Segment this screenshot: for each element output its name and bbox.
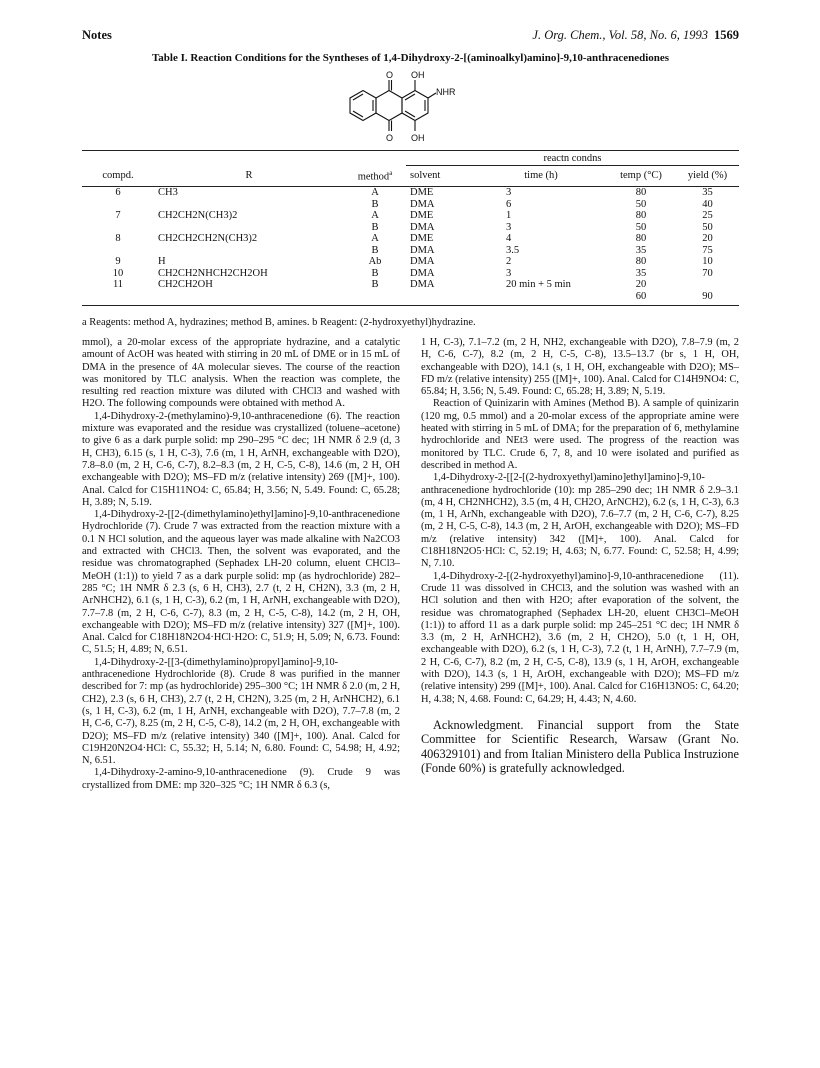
table-cell-yield: 50: [702, 221, 713, 233]
reaction-conditions-table: [82, 150, 739, 306]
table-row: [82, 199, 739, 211]
table-cell-temp: 80: [635, 256, 647, 267]
table-cell-yield: 70: [702, 267, 713, 279]
col-time: time (h): [476, 165, 606, 187]
table-cell-r: [154, 199, 344, 211]
table-cell-compd: 10: [112, 267, 124, 279]
table-cell-compd: [82, 199, 154, 211]
table-cell-method: B: [371, 221, 379, 233]
method-note: a: [389, 169, 393, 177]
table-cell-r: [154, 222, 344, 234]
col-method: method$^a$: [344, 165, 406, 187]
paragraph: 1,4-Dihydroxy-2-[[2-(dimethylamino)ethyl]amino]-9,10-anthracenedione Hydrochloride (7). Crude 7 was extracted from the reaction mixture with a 0.1 N HCl solution, and the aqueous layer was made alkaline with Na2CO3 and extracted with CHCl3. Then, the solvent was evaporated, and the residue was chromatographed (Sephadex LH-20 column, eluent CHCl3–MeOH (1:1)) to yield 7 as a dark purple solid: mp (as hydrochloride) 282–285 °C; 1H NMR δ 2.3 (s, 6 H, CH3), 2.7 (t, 2 H, CH2N), 3.3 (m, 2 H, ArNHCH2), 6.1 (s, 1 H, C-3), 6.2 (m, 1 H, ArNH, exchangeable with D2O), 7.7–7.8 (m, 2 H, C-6, C-7), 8.3 (m, 2 H, C-5, C-8), 14.2 (m, 2 H, OH, exchangeable with D2O); MS–FD m/z (relative intensity) 327 ([M]+, 100). Anal. Calcd for C18H18N2O4·HCl·H2O: C, 51.9; H, 5.09; N, 6.73. Found: C, 51.5; H, 4.89; N, 6.51.: [82, 509, 400, 656]
nhr-label: NHR: [436, 87, 456, 97]
page-number: 1569: [714, 28, 739, 42]
paragraph: mmol), a 20-molar excess of the appropriate hydrazine, and a catalytic amount of AcOH was heated with stirring in 20 mL of DME or in 15 mL of DMA in the presence of 4A molecular sieves. The course of the reaction was monitored by TLC analysis. When the reaction was complete, the resulting red reaction mixture was diluted with CHCl3 and washed with H2O. The following compounds were obtained with method A.: [82, 337, 400, 410]
journal-citation: [532, 28, 739, 43]
table-cell-yield: 35: [702, 187, 713, 198]
table-row: [82, 245, 739, 257]
table-cell-method: A: [371, 210, 379, 221]
paragraph: Reaction of Quinizarin with Amines (Method B). A sample of quinizarin (120 mg, 0.5 mmol) and a 20-molar excess of the appropriate amine were heated with stirring in 5 mL of DMA; for the preparation of 6, methylamine hydrochloride and NEt3 were used. The progress of the reaction was monitored by TLC. Crude 6, 7, 8, and 10 were isolated and purified as described in method A.: [421, 398, 739, 471]
col-solvent: solvent: [406, 165, 476, 187]
table-cell-compd: 7: [115, 210, 121, 221]
table-cell-yield: 90: [676, 291, 739, 306]
table-cell-method: B: [371, 244, 379, 256]
table-cell-compd: [82, 245, 154, 257]
table-cell-r: [154, 291, 344, 306]
paragraph: 1 H, C-3), 7.1–7.2 (m, 2 H, NH2, exchangeable with D2O), 7.8–7.9 (m, 2 H, C-6, C-7), 8.2 (m, 2 H, C-5, C-8), 13.5–13.7 (br s, 1 H, OH, exchangeable with D2O), 14.1 (s, 1 H, OH, exchangeable with D2O); MS–FD m/z (relative intensity) 255 ([M]+, 100). Anal. Calcd for C14H9NO4: C, 65.84; H, 3.56; N, 5.49. Found: C, 65.28; H, 3.89; N, 5.19.: [421, 337, 739, 398]
table-cell-yield: 75: [702, 244, 713, 256]
right-column: [421, 337, 739, 776]
table-cell-method: [344, 291, 406, 306]
table-cell-r: CH2CH2NHCH2CH2OH: [158, 267, 268, 279]
hydroxy-bottom-label: OH: [411, 133, 425, 143]
left-column: [82, 337, 400, 792]
col-temp: temp (°C): [606, 165, 676, 187]
table-cell-solvent: DME: [410, 233, 434, 244]
table-cell-temp: 50: [635, 221, 647, 233]
paragraph: 1,4-Dihydroxy-2-[[2-[(2-hydroxyethyl)amino]ethyl]amino]-9,10-anthracenedione hydrochloride (10): mp 285–290 dec; 1H NMR δ 2.9–3.1 (m, 4 H, CH2NHCH2), 3.5 (m, 4 H, CH2O, ArNCH2), 6.2 (s, 1 H, C-3), 6.3 (m, 1 H, ArNh, exchangeable with D2O), 7.6–7.7 (m, 2 H, C-6, C-7), 8.25 (m, 2 H, C-5, C-8), 14.3 (m, 2 H, ArOH, exchangeable with D2O); MS–FD m/z (relative intensity) 342 ([M]+, 100). Anal. Calcd for C18H18N2O5·HCl: C, 52.19; H, 4.63; N, 6.77. Found: C, 52.58; H, 4.99; N, 7.10.: [421, 472, 739, 570]
table-row: [82, 256, 739, 268]
table-cell-solvent: DMA: [410, 221, 435, 233]
table-cell-compd: 6: [115, 187, 121, 198]
paragraph: 1,4-Dihydroxy-2-amino-9,10-anthracenedione (9). Crude 9 was crystallized from DME: mp 320–325 °C; 1H NMR δ 6.3 (s,: [82, 767, 400, 791]
table-cell-temp: 80: [635, 187, 647, 198]
group-header: reactn condns: [406, 151, 739, 166]
table-cell-temp: 35: [635, 244, 647, 256]
table-cell-r: CH2CH2CH2N(CH3)2: [158, 233, 258, 244]
table-cell-r: [154, 245, 344, 257]
table-cell-method: B: [371, 279, 379, 290]
table-cell-temp: 20: [635, 279, 647, 290]
table-cell-time: 4: [506, 233, 512, 244]
section-label: Notes: [82, 28, 112, 42]
table-cell-yield: 40: [702, 198, 713, 210]
journal-name: J. Org. Chem., Vol. 58, No. 6, 1993: [532, 28, 708, 42]
table-cell-compd: 9: [115, 256, 121, 267]
table-cell-solvent: DMA: [410, 244, 435, 256]
table-cell-solvent: DME: [410, 187, 434, 198]
table-cell-time: 3: [506, 267, 512, 279]
table-row: [82, 268, 739, 280]
col-r: R: [154, 165, 344, 187]
table-row: [82, 222, 739, 234]
table-cell-time: [476, 291, 606, 306]
table-cell-solvent: DME: [410, 210, 434, 221]
table-cell-time: 20 min + 5 min: [506, 279, 571, 290]
table-cell-r: CH2CH2N(CH3)2: [158, 210, 238, 221]
col-yield: yield (%): [676, 165, 739, 187]
table-cell-method: Ab: [368, 256, 382, 267]
table-cell-yield: [676, 279, 739, 291]
table-row: [82, 291, 739, 306]
table-title: Table I. Reaction Conditions for the Syntheses of 1,4-Dihydroxy-2-[(aminoalkyl)amino]-9,10-anthracenediones: [151, 52, 670, 64]
table-cell-r: CH2CH2OH: [158, 279, 213, 290]
table-cell-compd: [82, 222, 154, 234]
table-header-row: [82, 165, 739, 187]
table-cell-solvent: DMA: [410, 267, 435, 279]
table-cell-method: A: [371, 233, 379, 244]
table-cell-compd: [82, 291, 154, 306]
table-cell-solvent: DMA: [410, 198, 435, 210]
table-row: [82, 233, 739, 245]
table-cell-time: 6: [506, 198, 512, 210]
col-compd: compd.: [82, 165, 154, 187]
table-cell-time: 1: [506, 210, 512, 221]
oxo-bottom-label: O: [386, 133, 394, 143]
table-cell-yield: 25: [702, 210, 713, 221]
table-row: [82, 210, 739, 222]
table-cell-compd: 11: [112, 279, 124, 290]
table-cell-time: 2: [506, 256, 512, 267]
table-cell-temp: 60: [606, 291, 676, 306]
hydroxy-top-label: OH: [411, 70, 425, 80]
anthracenedione-structure: [330, 68, 500, 148]
table-cell-temp: 80: [635, 210, 647, 221]
paragraph: 1,4-Dihydroxy-2-(methylamino)-9,10-anthracenedione (6). The reaction mixture was evaporated and the residue was crystallized (toluene–acetone) to give 6 as a dark purple solid: mp 290–295 °C dec; 1H NMR δ 2.9 (d, 3 H, CH3), 6.15 (s, 1 H, C-3), 7.6 (m, 1 H, ArNH, exchangeable with D2O), 7.8–8.0 (m, 2 H, C-6, C-7), 8.2–8.3 (m, 2 H, C-5, C-8), 14.6 (m, 2 H, OH exchangeable with D2O); MS–FD m/z (relative intensity) 269 ([M]+, 100). Anal. Calcd for C15H11NO4: C, 65.84; H, 3.56; N, 5.49. Found: C, 65.28; H, 3.89; N, 5.19.: [82, 410, 400, 508]
paragraph: 1,4-Dihydroxy-2-[(2-hydroxyethyl)amino]-9,10-anthracenedione (11). Crude 11 was dissolved in CHCl3, and the solution was washed with an HCl solution and then with H2O; after evaporation of the solvent, the residue was chromatographed (Sephadex LH-20, eluent CH3Cl–MeOH (1:1)) to afford 11 as a dark purple solid: mp 245–251 °C dec; 1H NMR δ 3.3 (m, 2 H, ArNHCH2), 3.6 (m, 2 H, CH2O), 5.0 (t, 1 H, OH, exchangeable with D2O), 6.2 (s, 1 H, C-3), 7.2 (t, 1 H, ArNH), 7.7–7.9 (m, 2 H, C-6, C-7), 8.2 (m, 2 H, C-5, C-8), 13.9 (s, 1 H, ArOH, exchangeable with D2O), 14.3 (s, 1 H, ArOH, exchangeable with D2O); MS–FD m/z (relative intensity) 299 ([M]+, 100). Anal. Calcd for C16H13NO5: C, 64.20; H, 4.38; N, 4.68. Found: C, 64.29; H, 4.43; N, 4.60.: [421, 570, 739, 705]
table-cell-method: A: [371, 187, 379, 198]
paragraph: 1,4-Dihydroxy-2-[[3-(dimethylamino)propyl]amino]-9,10-anthracenedione Hydrochloride (8). Crude 8 was purified in the manner described for 7: mp (as hydrochloride) 295–300 °C; 1H NMR δ 2.0 (m, 2 H, CH2), 2.3 (s, 6 H, CH3), 2.7 (t, 2 H, CH2N), 3.25 (m, 2 H, ArNHCH2), 6.1 (s, 1 H, C-3), 6.2 (m, 1 H, ArNH, exchangeable with D2O), 7.7–7.8 (m, 2 H, C-6, C-7), 8.25 (m, 2 H, C-5, C-8), 14.2 (m, 2 H, OH, exchangeable with D2O); MS–FD m/z (relative intensity) 340 ([M]+, 100). Anal. Calcd for C19H20N2O4·HCl: C, 55.32; H, 5.14; N, 6.80. Found: C, 54.98; H, 4.92; N, 6.51.: [82, 656, 400, 767]
table-body: [82, 187, 739, 306]
table-cell-time: 3: [506, 221, 512, 233]
table-cell-temp: 80: [635, 233, 647, 244]
table-cell-yield: 20: [702, 233, 713, 244]
table-cell-solvent: DMA: [410, 256, 435, 267]
acknowledgment: Acknowledgment. Financial support from the State Committee for Scientific Research, Warsaw (Grant No. 406329101) and from Italian Ministero della Publica Instruzione (Fonde 60%) is gratefully acknowledged.: [421, 717, 739, 776]
table-cell-yield: 10: [702, 256, 713, 267]
table-cell-solvent: DMA: [410, 279, 435, 290]
table-cell-time: 3.5: [506, 244, 520, 256]
oxo-top-label: O: [386, 70, 394, 80]
table-footnote: a Reagents: method A, hydrazines; method B, amines. b Reagent: (2-hydroxyethyl)hydrazine.: [82, 317, 476, 328]
table-cell-compd: 8: [115, 233, 121, 244]
page-header: [82, 28, 739, 44]
table-cell-temp: 50: [635, 198, 647, 210]
table-row: [82, 279, 739, 291]
table-cell-time: 3: [506, 187, 512, 198]
table-cell-r: CH3: [158, 187, 178, 198]
table-cell-temp: 35: [635, 267, 647, 279]
table-cell-method: B: [371, 267, 379, 279]
table-cell-r: H: [158, 256, 166, 267]
table-cell-solvent: [406, 291, 476, 306]
table-row: [82, 187, 739, 199]
table-cell-method: B: [371, 198, 379, 210]
